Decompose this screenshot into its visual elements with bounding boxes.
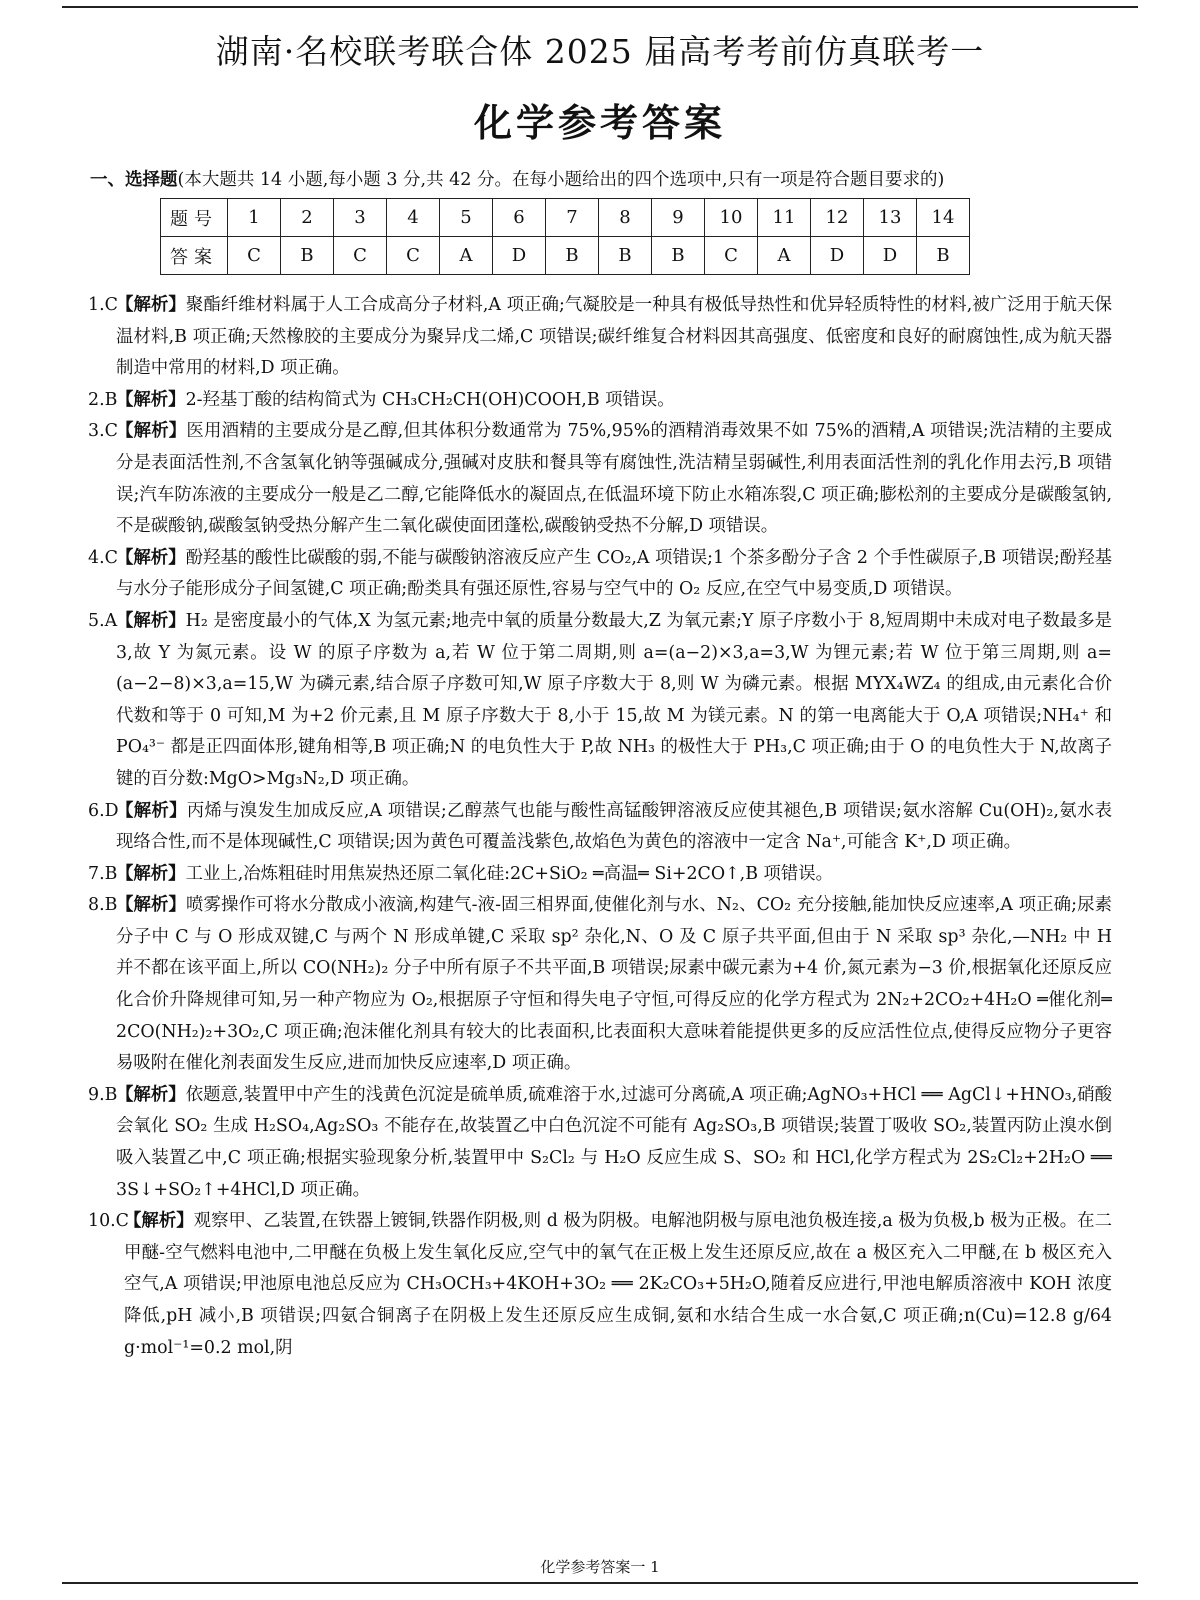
analysis-tag: 【解析】 (124, 1211, 194, 1232)
explanation-item (90, 416, 1112, 542)
table-cell-number: 11 (758, 199, 811, 237)
explanation-number: 6.D (88, 800, 119, 821)
analysis-tag: 【解析】 (116, 295, 186, 315)
table-cell-number: 6 (493, 199, 546, 237)
table-cell-number: 4 (387, 199, 440, 237)
explanation-number: 3.C (88, 421, 118, 442)
table-cell-number: 12 (811, 199, 864, 237)
explanation-text: H₂ 是密度最小的气体,X 为氢元素;地壳中氧的质量分数最大,Z 为氧元素;Y 原子序数小于 8,短周期中未成对电子数最多是 3,故 Y 为氮元素。设 W 的原子序数为 a,若 W 位于第二周期,则 a=(a−2)×3,a=3,W 为锂元素;若 W 位于第三周期,则 a=(a−2−8)×3,a=15,W 为磷元素,结合原子序数可知,W 原子序数大于 8,则 W 为磷元素。根据 MYX₄WZ₄ 的组成,由元素化合价代数和等于 0 可知,M 为+2 价元素,且 M 原子序数大于 8,小于 15,故 M 为镁元素。N 的第一电离能大于 O,A 项错误;NH₄⁺ 和 PO₄³⁻ 都是正四面体形,键角相等,B 项正确;N 的电负性大于 P,故 NH₃ 的极性大于 PH₃,C 项正确;由于 O 的电负性大于 N,故离子键的百分数:MgO>Mg₃N₂,D 项正确。 (116, 610, 1112, 789)
explanation-item (90, 290, 1112, 385)
explanation-text: 依题意,装置甲中产生的浅黄色沉淀是硫单质,硫难溶于水,过滤可分离硫,A 项正确;AgNO₃+HCl ══ AgCl↓+HNO₃,硝酸会氧化 SO₂ 生成 H₂SO₄,Ag₂SO₃ 不能存在,故装置乙中白色沉淀不可能有 Ag₂SO₃,B 项错误;装置丁吸收 SO₂,装置丙防止溴水倒吸入装置乙中,C 项正确;根据实验现象分析,装置甲中 S₂Cl₂ 与 H₂O 反应生成 S、SO₂ 和 HCl,化学方程式为 2S₂Cl₂+2H₂O ══ 3S↓+SO₂↑+4HCl,D 项正确。 (116, 1084, 1112, 1200)
table-cell-number: 2 (281, 199, 334, 237)
answer-table-answer-row (161, 237, 970, 275)
explanation-number: 9.B (88, 1084, 118, 1105)
table-cell-number: 8 (599, 199, 652, 237)
analysis-tag: 【解析】 (116, 800, 187, 821)
table-cell-answer: A (440, 237, 493, 275)
answer-table (160, 198, 970, 275)
table-header-number: 题号 (161, 199, 228, 237)
analysis-tag: 【解析】 (116, 421, 187, 442)
explanation-item (90, 543, 1112, 606)
analysis-tag: 【解析】 (116, 1084, 186, 1105)
table-header-answer: 答案 (161, 237, 228, 275)
table-cell-number: 3 (334, 199, 387, 237)
explanation-item (90, 796, 1112, 859)
table-cell-number: 7 (546, 199, 599, 237)
explanation-item (90, 859, 1112, 891)
explanation-number: 7.B (88, 863, 118, 884)
table-cell-answer: C (334, 237, 387, 275)
explanation-number: 1.C (88, 295, 118, 315)
explanation-number: 4.C (88, 547, 118, 568)
section-label: 一、选择题 (90, 170, 178, 190)
explanation-number: 2.B (88, 389, 118, 410)
explanation-item (90, 385, 1112, 417)
explanation-number: 8.B (88, 895, 118, 916)
explanation-number: 10.C (88, 1211, 129, 1232)
answer-table-number-row (161, 199, 970, 237)
explanation-text: 观察甲、乙装置,在铁器上镀铜,铁器作阴极,则 d 极为阴极。电解池阴极与原电池负极连接,a 极为负极,b 极为正极。在二甲醚-空气燃料电池中,二甲醚在负极上发生氧化反应,空气中的氧气在正极上发生还原反应,故在 a 极区充入二甲醚,在 b 极区充入空气,A 项错误;甲池原电池总反应为 CH₃OCH₃+4KOH+3O₂ ══ 2K₂CO₃+5H₂O,随着反应进行,甲池电解质溶液中 KOH 浓度降低,pH 减小,B 项错误;四氨合铜离子在阴极上发生还原反应生成铜,氨和水结合生成一水合氨,C 项正确;n(Cu)=12.8 g/64 g·mol⁻¹=0.2 mol,阴 (124, 1211, 1112, 1358)
table-cell-answer: A (758, 237, 811, 275)
explanation-item (90, 1206, 1112, 1364)
analysis-tag: 【解析】 (116, 895, 187, 916)
table-cell-answer: B (652, 237, 705, 275)
explanation-text: 喷雾操作可将水分散成小液滴,构建气-液-固三相界面,使催化剂与水、N₂、CO₂ 充分接触,能加快反应速率,A 项正确;尿素分子中 C 与 O 形成双键,C 与两个 N 形成单键,C 采取 sp² 杂化,N、O 及 C 原子共平面,但由于 N 采取 sp³ 杂化,—NH₂ 中 H 并不都在该平面上,所以 CO(NH₂)₂ 分子中所有原子不共平面,B 项错误;尿素中碳元素为+4 价,氮元素为−3 价,根据氧化还原反应化合价升降规律可知,另一种产物应为 O₂,根据原子守恒和得失电子守恒,可得反应的化学方程式为 2N₂+2CO₂+4H₂O ═催化剂═ 2CO(NH₂)₂+3O₂,C 项正确;泡沫催化剂具有较大的比表面积,比表面积大意味着能提供更多的反应活性位点,使得反应物分子更容易吸附在催化剂表面发生反应,进而加快反应速率,D 项正确。 (116, 895, 1112, 1074)
table-cell-answer: B (546, 237, 599, 275)
section-note: (本大题共 14 小题,每小题 3 分,共 42 分。在每小题给出的四个选项中,只有一项是符合题目要求的) (177, 170, 945, 190)
explanation-number: 5.A (88, 610, 118, 631)
analysis-tag: 【解析】 (116, 547, 186, 568)
explanation-text: 2-羟基丁酸的结构简式为 CH₃CH₂CH(OH)COOH,B 项错误。 (185, 389, 675, 410)
bottom-rule (62, 1582, 1138, 1584)
explanation-item (90, 890, 1112, 1080)
explanation-text: 丙烯与溴发生加成反应,A 项错误;乙醇蒸气也能与酸性高锰酸钾溶液反应使其褪色,B 项错误;氨水溶解 Cu(OH)₂,氨水表现络合性,而不是体现碱性,C 项错误;因为黄色可覆盖浅紫色,故焰色为黄色的溶液中一定含 Na⁺,可能含 K⁺,D 项正确。 (116, 800, 1112, 853)
table-cell-number: 5 (440, 199, 493, 237)
explanation-text: 酚羟基的酸性比碳酸的弱,不能与碳酸钠溶液反应产生 CO₂,A 项错误;1 个茶多酚分子含 2 个手性碳原子,B 项错误;酚羟基与水分子能形成分子间氢键,C 项正确;酚类具有强还原性,容易与空气中的 O₂ 反应,在空气中易变质,D 项错误。 (116, 547, 1112, 600)
analysis-tag: 【解析】 (116, 610, 186, 631)
explanation-item (90, 606, 1112, 796)
explanation-item (90, 1080, 1112, 1206)
table-cell-answer: D (864, 237, 917, 275)
explanation-text: 工业上,冶炼粗硅时用焦炭热还原二氧化硅:2C+SiO₂ ═高温═ Si+2CO↑,B 项错误。 (185, 863, 834, 884)
page-footer: 化学参考答案一 1 (540, 1558, 660, 1576)
table-cell-number: 1 (228, 199, 281, 237)
section-heading (90, 166, 944, 191)
top-rule (62, 6, 1138, 8)
table-cell-answer: B (281, 237, 334, 275)
table-cell-answer: B (599, 237, 652, 275)
table-cell-answer: C (228, 237, 281, 275)
page-subtitle: 化学参考答案 (473, 101, 726, 145)
table-cell-answer: C (705, 237, 758, 275)
explanations (90, 290, 1112, 1364)
analysis-tag: 【解析】 (116, 863, 186, 884)
table-cell-answer: C (387, 237, 440, 275)
explanation-text: 医用酒精的主要成分是乙醇,但其体积分数通常为 75%,95%的酒精消毒效果不如 75%的酒精,A 项错误;洗洁精的主要成分是表面活性剂,不含氢氧化钠等强碱成分,强碱对皮肤和餐具等有腐蚀性,洗洁精呈弱碱性,利用表面活性剂的乳化作用去污,B 项错误;汽车防冻液的主要成分一般是乙二醇,它能降低水的凝固点,在低温环境下防止水箱冻裂,C 项正确;膨松剂的主要成分是碳酸氢钠,不是碳酸钠,碳酸氢钠受热分解产生二氧化碳使面团蓬松,碳酸钠受热不分解,D 项错误。 (116, 421, 1112, 537)
table-cell-answer: D (493, 237, 546, 275)
table-cell-number: 9 (652, 199, 705, 237)
table-cell-number: 10 (705, 199, 758, 237)
table-cell-number: 13 (864, 199, 917, 237)
table-cell-number: 14 (917, 199, 970, 237)
analysis-tag: 【解析】 (116, 389, 186, 410)
explanation-text: 聚酯纤维材料属于人工合成高分子材料,A 项正确;气凝胶是一种具有极低导热性和优异轻质特性的材料,被广泛用于航天保温材料,B 项正确;天然橡胶的主要成分为聚异戊二烯,C 项错误;碳纤维复合材料因其高强度、低密度和良好的耐腐蚀性,成为航天器制造中常用的材料,D 项正确。 (116, 295, 1112, 379)
table-cell-answer: D (811, 237, 864, 275)
page-title: 湖南·名校联考联合体 2025 届高考考前仿真联考一 (215, 32, 985, 71)
table-cell-answer: B (917, 237, 970, 275)
